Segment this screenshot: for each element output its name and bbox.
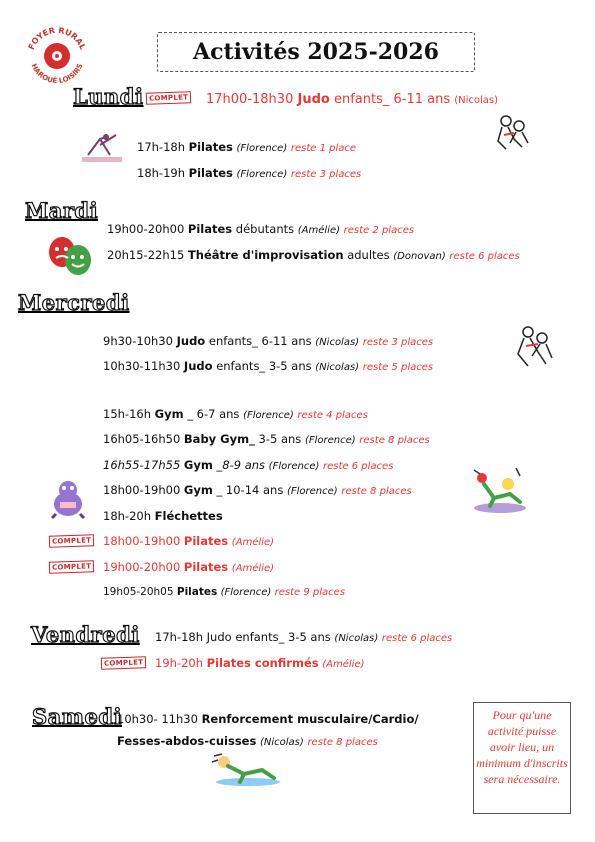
complet-stamp: COMPLET — [146, 91, 192, 105]
logo-text-bottom: HAROUÉ LOISIRS — [29, 62, 85, 86]
lundi-row-3: 18h-19h Pilates (Florence) reste 3 places — [137, 166, 362, 180]
judo-illustration-icon — [514, 324, 556, 371]
cartoon-animal-icon — [46, 478, 88, 523]
title-box — [157, 32, 475, 72]
pilates-illustration-icon — [80, 133, 124, 168]
samedi-row-1: 10h30- 11h30 Renforcement musculaire/Cardio/ — [117, 712, 419, 726]
day-heading-samedi: Samedi — [32, 704, 123, 729]
mercredi-row-10: 19h05-20h05 Pilates (Florence) reste 9 places — [103, 586, 346, 598]
complet-stamp: COMPLET — [101, 656, 147, 670]
complet-stamp: COMPLET — [49, 534, 95, 548]
logo-text-top: FOYER RURAL — [26, 25, 88, 52]
mercredi-row-4: 16h05-16h50 Baby Gym_ 3-5 ans (Florence) reste 8 places — [103, 432, 430, 446]
mercredi-row-8: 18h00-19h00 Pilates (Amélie) — [103, 534, 275, 548]
vendredi-row-1: 17h-18h Judo enfants_ 3-5 ans (Nicolas) reste 6 places — [155, 630, 453, 644]
mercredi-row-5: 16h55-17h55 Gym _8-9 ans (Florence) reste 6 places — [103, 458, 394, 472]
day-heading-mercredi: Mercredi — [18, 290, 130, 315]
judo-illustration-icon — [492, 113, 532, 154]
logo — [22, 20, 92, 90]
mercredi-row-9: 19h00-20h00 Pilates (Amélie) — [103, 560, 275, 574]
vendredi-row-2: 19h-20h Pilates confirmés (Amélie) — [155, 656, 365, 670]
theatre-masks-icon — [42, 236, 98, 279]
minimum-registration-note: Pour qu'une activité puisse avoir lieu, un minimum d'inscrits sera nécessaire. — [473, 702, 571, 814]
mercredi-row-6: 18h00-19h00 Gym _ 10-14 ans (Florence) reste 8 places — [103, 483, 412, 497]
mercredi-row-3: 15h-16h Gym _ 6-7 ans (Florence) reste 4 places — [103, 407, 368, 421]
day-heading-lundi: Lundi — [73, 84, 144, 109]
day-heading-vendredi: Vendredi — [31, 622, 140, 647]
mardi-row-1: 19h00-20h00 Pilates débutants (Amélie) reste 2 places — [107, 222, 415, 236]
fitness-illustration-icon — [210, 752, 282, 791]
mercredi-row-7: 18h-20h Fléchettes — [103, 509, 223, 523]
lundi-row-1: 17h00-18h30 Judo enfants_ 6-11 ans (Nicolas) — [206, 92, 499, 107]
page-title: Activités 2025-2026 — [193, 39, 439, 65]
mardi-row-2: 20h15-22h15 Théâtre d'improvisation adultes (Donovan) reste 6 places — [107, 248, 520, 262]
mercredi-row-1: 9h30-10h30 Judo enfants_ 6-11 ans (Nicolas) reste 3 places — [103, 334, 434, 348]
complet-stamp: COMPLET — [49, 560, 95, 574]
mercredi-row-2: 10h30-11h30 Judo enfants_ 3-5 ans (Nicolas) reste 5 places — [103, 359, 434, 373]
day-heading-mardi: Mardi — [25, 198, 99, 223]
gym-illustration-icon — [470, 464, 528, 519]
samedi-row-2: Fesses-abdos-cuisses (Nicolas) reste 8 places — [117, 734, 378, 748]
lundi-row-2: 17h-18h Pilates (Florence) reste 1 place — [137, 140, 357, 154]
